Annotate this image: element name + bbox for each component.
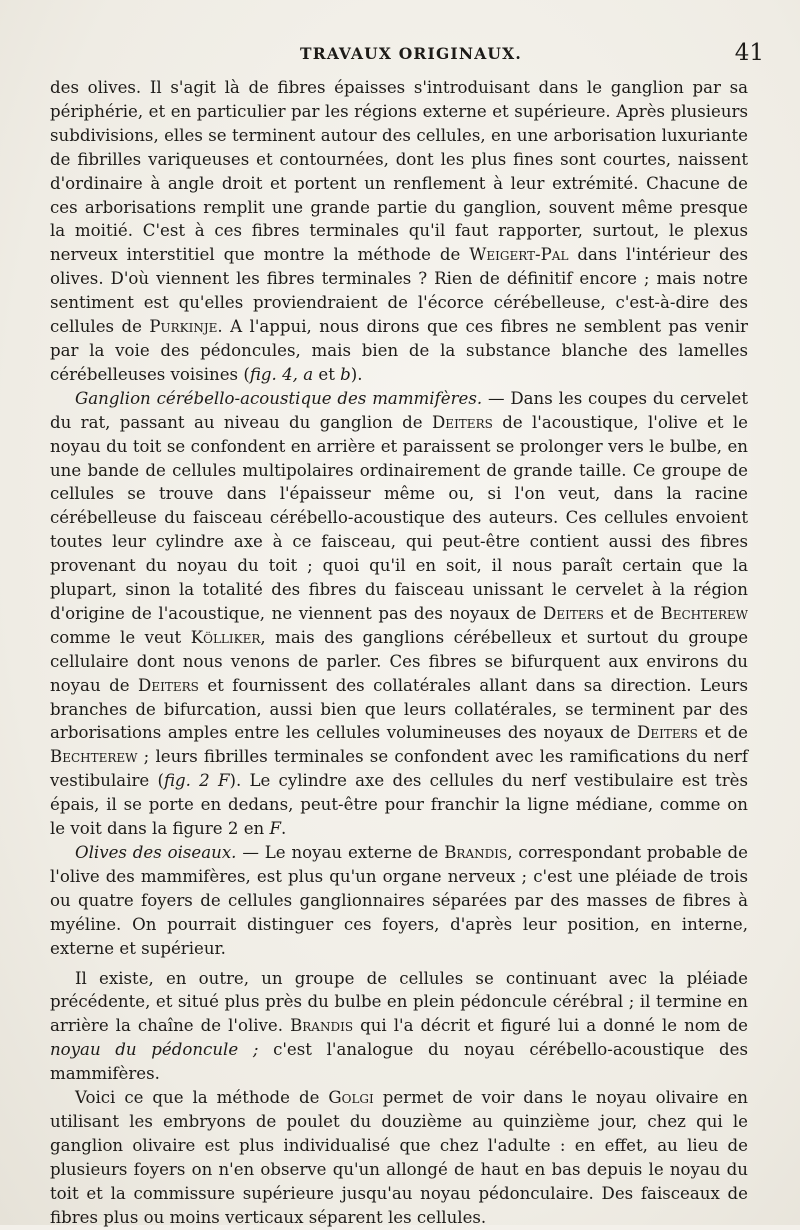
figure-reference: fig. 2 F [163,771,230,791]
author-purkinje: Purkinje [149,317,218,337]
text-run: — Dans les coupes du cervelet du rat, passant au niveau du ganglion de [50,388,748,432]
paragraph-olive-fibers [50,76,748,387]
text-run: . [281,819,287,839]
paragraph-ganglion-mammiferes [50,387,748,841]
term-noyau-du-pedoncule: noyau du pédoncule ; [50,1040,259,1060]
author-bechterew: Bechterew [660,603,748,623]
text-run: permet de voir dans le noyau olivaire en utilisant les embryons de poulet du douzième au quinzième jour, chez qui le ganglion olivaire est plus individualisé que chez l'adulte : en effet, au lieu de plusieurs foyers on n'en observe qu'un allongé de haut en bas depuis le noyau du toit et la commissure supérieure jusqu'au noyau pédonculaire. Des faisceaux de fibres plus ou moins verticaux séparent les cellules. [50,1088,748,1227]
text-run: ). [350,364,363,384]
author-kolliker: Kölliker [190,627,261,647]
text-run: , mais des ganglions cérébelleux et surtout du groupe cellulaire dont nous venons de parler. Ces fibres se bifurquent aux environs du noyau de [50,627,749,695]
text-run: et [313,364,341,384]
section-heading: Ganglion cérébello-acoustique des mammifères. [75,388,483,408]
text-run: et de [603,603,661,623]
page-header [50,40,772,70]
section-heading: Olives des oiseaux. [75,843,237,862]
author-bechterew: Bechterew [50,747,138,767]
text-run: . A l'appui, nous dirons que ces fibres ne semblent pas venir par la voie des pédoncules, mais bien de la substance blanche des lamelles cérébelleuses voisines ( [50,317,748,384]
text-run: Voici ce que la méthode de [75,1088,329,1108]
figure-reference: fig. 4, [249,364,298,384]
paragraph-noyau-pedoncule [50,967,748,1087]
author-deiters: Deiters [543,603,604,623]
page-number: 41 [734,40,764,66]
text-run: de l'acoustique, l'olive et le noyau du toit se confondent en arrière et paraissent se prolonger vers le bulbe, en une bande de cellules multipolaires ordinairement de grande taille. Ce groupe de cellules se trouve dans l'épaisseur même ou, si l'on veut, dans la racine cérébelleuse du faisceau cérébello-acoustique des auteurs. Ces cellules envoient toutes leur cylindre axe à ce faisceau, qui peut-être contient aussi des fibres provenant du noyau du toit ; quoi qu'il en soit, il nous paraît certain que la plupart, sinon la totalité des fibres du faisceau unissant le cervelet à la région d'origine de l'acoustique, ne viennent pas des noyaux de [50,412,748,623]
text-run: dans l'intérieur des olives. D'où viennent les fibres terminales ? Rien de définitif encore ; mais notre sentiment est qu'elles proviendraient de l'écorce cérébelleuse, c'est-à-dire des cellules de [50,245,748,337]
author-golgi: Golgi [328,1088,374,1108]
paragraph-olives-oiseaux [50,841,748,961]
author-weigert-pal: Weigert-Pal [469,245,569,265]
text-run: et fournissent des collatérales allant dans sa direction. Leurs branches de bifurcation, aussi bien que leurs collatérales, se terminent par des arborisations amples entre les cellules volumineuses des noyaux de [50,675,749,743]
paragraph-methode-golgi [50,1086,748,1229]
author-brandis: Brandis [444,843,508,862]
text-run: qui l'a décrit et figuré lui a donné le nom de [353,1016,748,1036]
author-deiters: Deiters [432,412,493,432]
text-run: comme le veut [50,627,191,647]
text-run: ). Le cylindre axe des cellules du nerf vestibulaire est très épais, il se porte en dedans, peut-être pour franchir la ligne médiane, comme on le voit dans la figure 2 en [50,771,748,839]
author-deiters: Deiters [138,675,199,695]
figure-label-f: F [269,819,282,839]
figure-label-b: b [340,364,351,384]
text-run: ; leurs fibrilles terminales se confondent avec les ramifications du nerf vestibulaire ( [50,747,748,791]
text-run: c'est l'analogue du noyau cérébello-acoustique des mammifères. [50,1040,748,1084]
text-run: Il existe, en outre, un groupe de cellules se continuant avec la pléiade précédente, et situé plus près du bulbe en plein pédoncule cérébral ; il termine en arrière la chaîne de l'olive. [50,968,748,1036]
text-body [50,76,748,1230]
running-title: TRAVAUX ORIGINAUX. [300,44,522,63]
text-run: des olives. Il s'agit là de fibres épaisses s'introduisant dans le ganglion par sa périphérie, et en particulier par les régions externe et supérieure. Après plusieurs subdivisions, elles se terminent autour des cellules, en une arborisation luxuriante de fibrilles variqueuses et contournées, dont les plus fines sont courtes, naissent d'ordinaire à angle droit et portent un renflement à leur extrémité. Chacune de ces arborisations remplit une grande partie du ganglion, souvent même presque la moitié. C'est à ces fibres terminales qu'il faut rapporter, surtout, le plexus nerveux interstitiel que montre la méthode de [50,78,748,265]
text-run: et de [697,723,748,743]
text-run: — Le noyau externe de [236,843,445,862]
author-brandis: Brandis [290,1016,354,1036]
author-deiters: Deiters [637,723,698,743]
text-run: , correspondant probable de l'olive des mammifères, est plus qu'un organe nerveux ; c'est une pléiade de trois ou quatre foyers de cellules ganglionnaires séparées par des masses de fibres à myéline. On pourrait distinguer ces foyers, d'après leur position, en interne, externe et supérieur. [50,843,748,958]
figure-label-a: a [303,364,314,384]
